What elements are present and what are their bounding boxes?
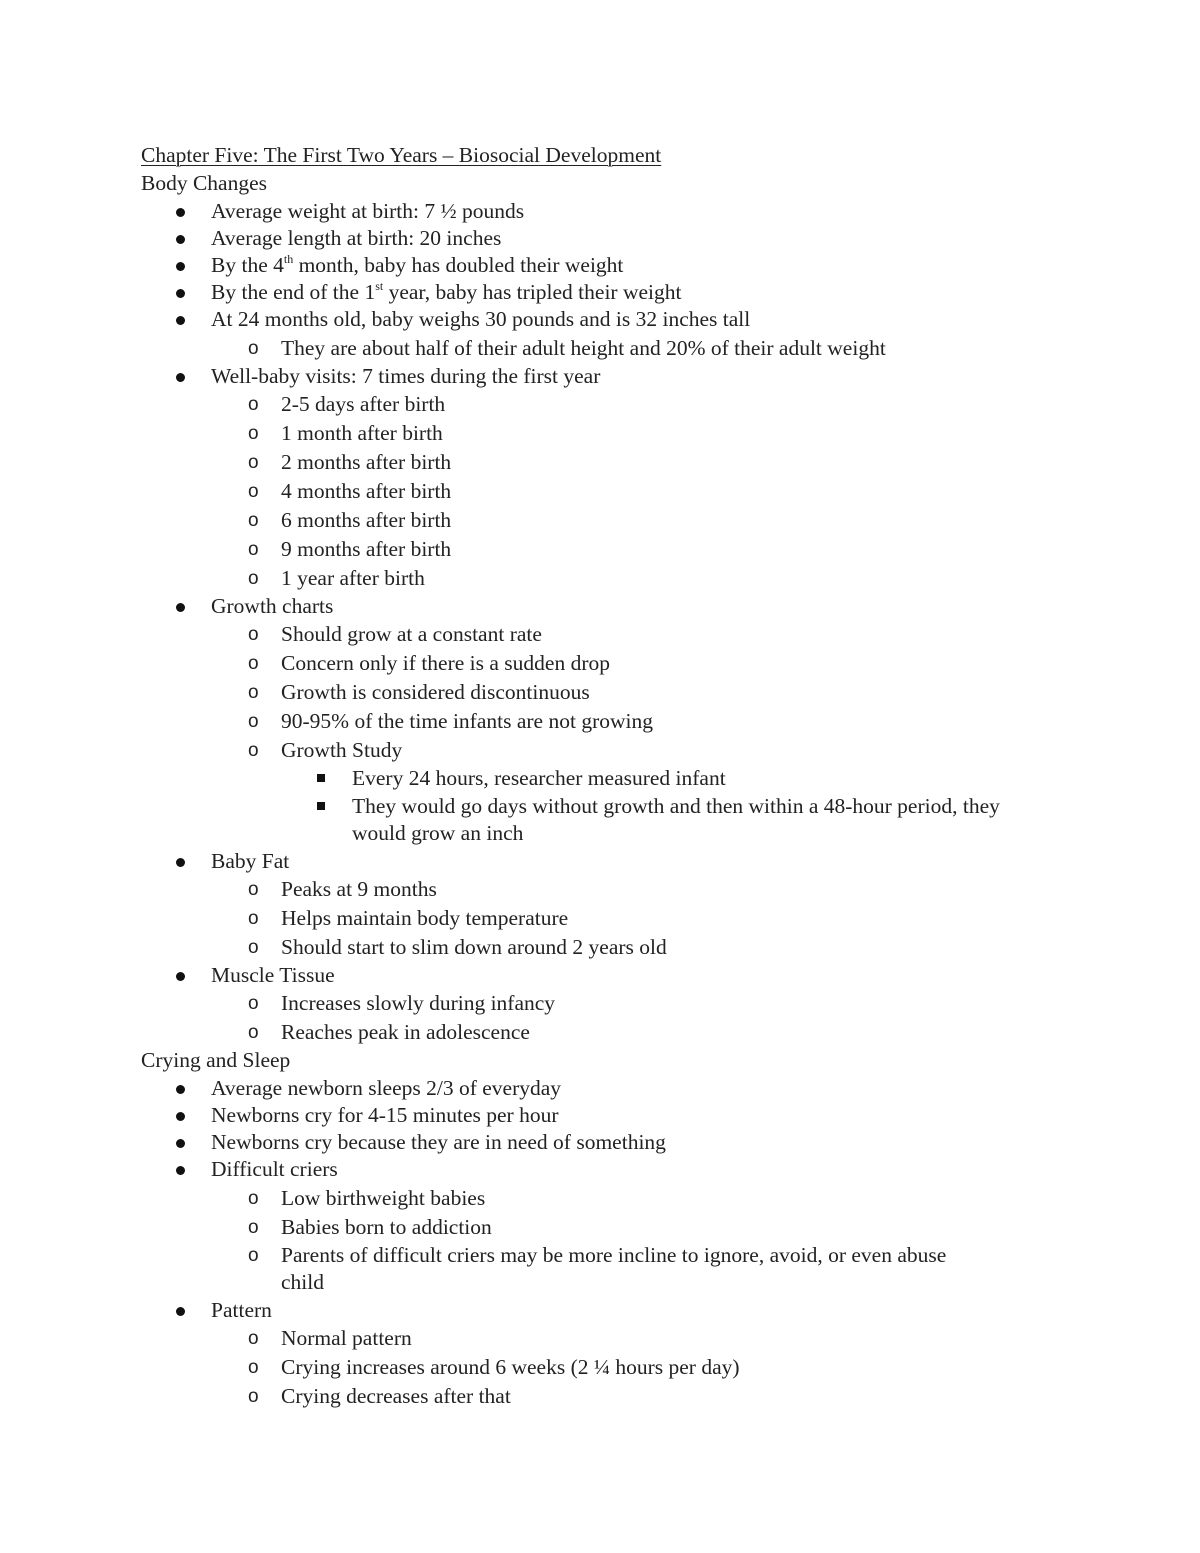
sublist-item-text: Crying decreases after that <box>281 1383 511 1408</box>
sublist-item <box>211 419 1041 448</box>
sublist-item <box>211 334 1041 363</box>
sublist-item <box>211 535 1041 564</box>
list-item-text: Baby Fat <box>211 848 290 873</box>
sublist <box>211 1184 1041 1297</box>
list-item-text: Average weight at birth: 7 ½ pounds <box>211 198 525 223</box>
list-item <box>141 848 1041 962</box>
sublist-item <box>211 1242 961 1297</box>
list-item <box>141 962 1041 1047</box>
list-item-text: By the end of the 1 <box>211 280 376 305</box>
list-item-text: month, baby has doubled their weight <box>293 253 624 277</box>
sublist-item-text: 1 month after birth <box>281 420 443 445</box>
sublist-item-text: Babies born to addiction <box>281 1214 492 1239</box>
sublist-item <box>211 1382 1041 1411</box>
list-item-text: Newborns cry because they are in need of something <box>211 1130 666 1155</box>
sublist-item-text: Growth Study <box>281 738 403 763</box>
sublist <box>211 1324 1041 1411</box>
sublist-item-text: 6 months after birth <box>281 507 452 532</box>
sublist-item-text: 4 months after birth <box>281 478 452 503</box>
sublist-item <box>211 390 1041 419</box>
list-item <box>141 1075 1041 1102</box>
sublist-item <box>211 1353 1041 1382</box>
list-item <box>141 306 1041 362</box>
sublist-item-text: They are about half of their adult height and 20% of their adult weight <box>281 335 886 360</box>
sublist-item-text: Increases slowly during infancy <box>281 990 556 1015</box>
sublist-item <box>211 707 1041 736</box>
list-item <box>141 198 1041 225</box>
sublist-item-text: 2-5 days after birth <box>281 391 446 416</box>
list-item <box>141 1102 1041 1129</box>
list-item-text: Pattern <box>211 1297 272 1322</box>
list-item <box>141 593 1041 848</box>
sublist-item-text: Peaks at 9 months <box>281 876 437 901</box>
sublist-item <box>211 620 1041 649</box>
document-body <box>141 142 1041 1411</box>
sublist-item-text: Parents of difficult criers may be more incline to ignore, avoid, or even abuse child <box>281 1242 947 1295</box>
list-item <box>141 363 1041 593</box>
section-heading-body-changes: Body Changes <box>141 170 268 195</box>
list-item-text: By the 4 <box>211 253 284 277</box>
sublist-item-text: Helps maintain body temperature <box>281 905 569 930</box>
sublist-item-text: Concern only if there is a sudden drop <box>281 651 610 676</box>
sublist <box>211 334 1041 363</box>
sublist-item-text: 9 months after birth <box>281 536 452 561</box>
sublist-item <box>211 678 1041 707</box>
body-changes-list <box>141 198 1041 1047</box>
sublist-item-text: 90-95% of the time infants are not growing <box>281 709 653 734</box>
list-item-text: Growth charts <box>211 593 334 618</box>
sublist-item-text: Reaches peak in adolescence <box>281 1019 530 1044</box>
list-item <box>141 225 1041 252</box>
crying-sleep-list <box>141 1075 1041 1411</box>
page-title: Chapter Five: The First Two Years – Biosocial Development <box>141 143 662 167</box>
sublist-item <box>211 564 1041 593</box>
list-item <box>141 1297 1041 1411</box>
sublist-item <box>211 1018 1041 1047</box>
list-item-text: year, baby has tripled their weight <box>383 280 682 305</box>
list-item-text: Average length at birth: 20 inches <box>211 225 502 250</box>
section-heading-crying-sleep: Crying and Sleep <box>141 1047 291 1072</box>
list-item-text: Muscle Tissue <box>211 962 335 987</box>
subsublist-item <box>281 793 1032 848</box>
list-item-text: Difficult criers <box>211 1157 338 1182</box>
sublist-item <box>211 989 1041 1018</box>
sublist-item-text: Growth is considered discontinuous <box>281 680 590 705</box>
list-item-text: Newborns cry for 4-15 minutes per hour <box>211 1102 559 1127</box>
sublist-item <box>211 448 1041 477</box>
list-item-text: Average newborn sleeps 2/3 of everyday <box>211 1075 562 1100</box>
sublist-item <box>211 506 1041 535</box>
sublist-item <box>211 649 1041 678</box>
sublist <box>211 875 1041 962</box>
sublist-item <box>211 875 1041 904</box>
subsublist-item-text: They would go days without growth and then within a 48-hour period, they would grow an inch <box>352 793 1000 846</box>
subsublist-item <box>281 765 1032 793</box>
superscript: th <box>283 251 294 266</box>
subsublist-item-text: Every 24 hours, researcher measured infant <box>352 766 726 791</box>
sublist-item-text: Should grow at a constant rate <box>281 622 542 647</box>
list-item <box>141 252 1041 279</box>
sublist <box>211 620 1041 848</box>
subsublist <box>281 765 1041 848</box>
sublist-item-text: Low birthweight babies <box>281 1185 486 1210</box>
superscript: st <box>375 279 384 294</box>
list-item <box>141 1129 1041 1156</box>
list-item-text: At 24 months old, baby weighs 30 pounds and is 32 inches tall <box>211 307 751 332</box>
sublist-item <box>211 477 1041 506</box>
sublist-item <box>211 904 1041 933</box>
sublist-item-text: 2 months after birth <box>281 449 452 474</box>
sublist-item-text: Should start to slim down around 2 years old <box>281 934 667 959</box>
sublist-item <box>211 933 1041 962</box>
sublist-item-text: Crying increases around 6 weeks (2 ¼ hours per day) <box>281 1354 740 1379</box>
sublist-item <box>211 736 1041 848</box>
list-item <box>141 1156 1041 1296</box>
sublist-item-text: 1 year after birth <box>281 565 425 590</box>
sublist <box>211 390 1041 593</box>
sublist-item-text: Normal pattern <box>281 1325 412 1350</box>
sublist-item <box>211 1184 1041 1213</box>
sublist <box>211 989 1041 1047</box>
sublist-item <box>211 1213 1041 1242</box>
list-item-text: Well-baby visits: 7 times during the first year <box>211 363 601 388</box>
list-item <box>141 279 1041 306</box>
sublist-item <box>211 1324 1041 1353</box>
